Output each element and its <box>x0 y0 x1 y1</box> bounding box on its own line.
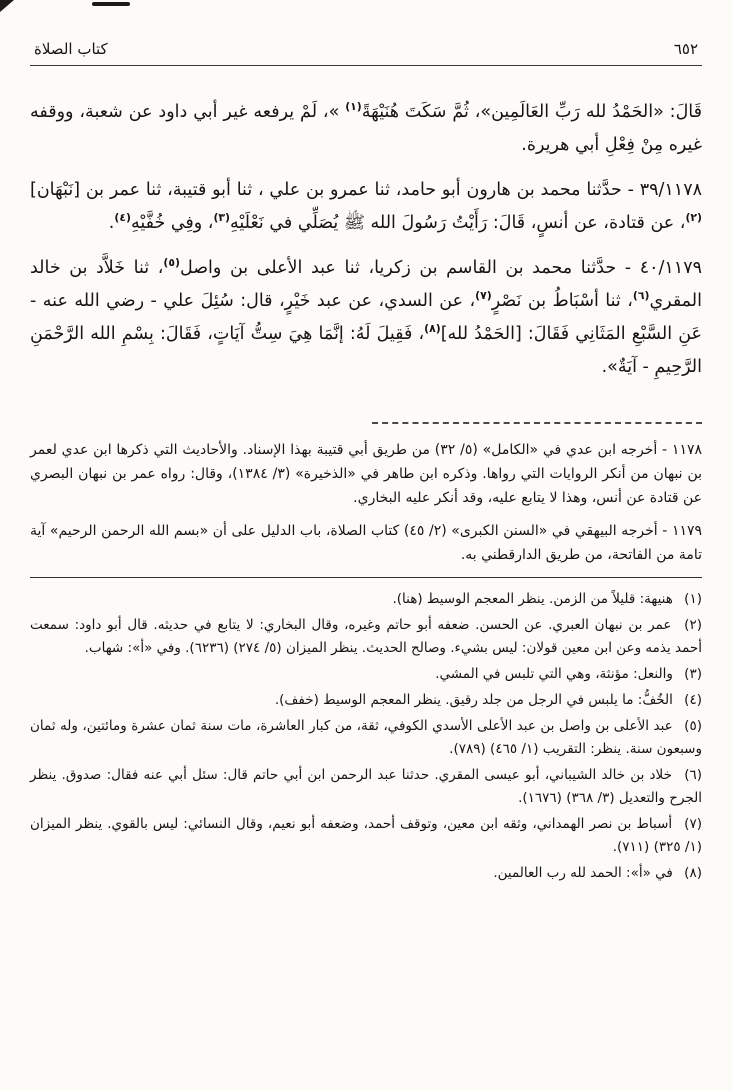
footnote-number: (٨) <box>684 865 702 881</box>
footnote-number: (٣) <box>684 666 702 682</box>
footnote-ref: (٢) <box>685 211 702 225</box>
takhrij-dashed-separator <box>372 422 702 424</box>
footnote-ref: (٦) <box>632 289 650 303</box>
scan-artifact-dash <box>92 2 130 6</box>
footnote-text: خلاد بن خالد الشيباني، أبو عيسى المقري. حدثنا عبد الرحمن ابن أبي حاتم قال: سئل أبي عنه فقال: صدوق. ينظر الجرح والتعديل (٣/ ٣٦٨) (١٦٧٦). <box>30 767 702 806</box>
footnote-text: عبد الأعلى بن واصل بن عبد الأعلى الأسدي الكوفي، ثقة، من كبار العاشرة، مات سنة ثمان عشرة ومائتين، وله ثمان وسبعون سنة. ينظر: التقريب (١/ ٤٦٥) (٧٨٩). <box>30 718 702 757</box>
hadith-paragraph: ٣٩/١١٧٨ - حدَّثنا محمد بن هارون أبو حامد، ثنا عمرو بن علي ، ثنا أبو قتيبة، ثنا عمر بن [نَبْهَان]$^{(٢)}$، عن قتادة، عن أنسٍ، قَالَ: رَأَيْتُ رَسُولَ الله ﷺ يُصَلِّي في نَعْلَيْهِ$^{(٣)}$، وفِي خُفَّيْهِ$^{(٤)}$. <box>30 180 702 233</box>
footnote-ref: (٨) <box>424 322 441 336</box>
footnote <box>30 764 702 810</box>
footnote-number: (٢) <box>684 617 702 633</box>
hadith-paragraph: قَالَ: «الحَمْدُ لله رَبِّ العَالَمِين»، ثُمَّ سَكَتَ هُنَيْهَةً$^{(١)}$ »، لَمْ يرفعه غير أبي داود عن شعبة، ووقفه غيره مِنْ فِعْلِ أبي هريرة. <box>30 100 702 155</box>
footnote-number: (١) <box>684 591 702 607</box>
matn-section <box>30 96 702 384</box>
footnote <box>30 614 702 660</box>
footnote <box>30 663 702 686</box>
running-header <box>30 40 702 65</box>
footnote-text: الخُفُّ: ما يلبس في الرجل من جلد رقيق. ينظر المعجم الوسيط (خفف). <box>274 692 673 708</box>
header-rule <box>30 65 702 66</box>
footnote-text: عمر بن نبهان العبري. عن الحسن. ضعفه أبو حاتم وغيره، وقال البخاري: لا يتابع في حديثه. قال أبو داود: سمعت أحمد يذمه وعن ابن معين قولان: ليس بشيء. وصالح الحديث. ينظر الميزان (٥/ ٢٧٤) (٦٢٣٦). وفي «أ»: شهاب. <box>30 617 702 656</box>
footnote <box>30 588 702 611</box>
page-number: ٦٥٢ <box>673 40 698 58</box>
footnote-number: (٤) <box>684 692 702 708</box>
footnote-ref: (٧) <box>475 289 492 303</box>
footnote-number: (٥) <box>684 718 702 734</box>
footnote <box>30 715 702 761</box>
takhrij-section <box>30 438 702 567</box>
takhrij-paragraph: ١١٧٨ - أخرجه ابن عدي في «الكامل» (٥/ ٣٢) من طريق أبي قتيبة بهذا الإسناد. والأحاديث التي ذكرها ابن عدي لعمر بن نبهان من أنكر الروايات التي رواها. وذكره ابن طاهر في «الذخيرة» (٣/ ١٣٨٤)، وقال: رواه عمر بن نبهان البصري عن قتادة عن أنس، وهذا لا يتابع عليه، وقد أنكر عليه البخاري. <box>30 442 702 506</box>
footnote-ref: (٣) <box>213 211 231 225</box>
footnote <box>30 813 702 859</box>
scan-artifact-corner <box>0 0 14 12</box>
footnotes-section <box>30 588 702 885</box>
footnote-number: (٧) <box>684 816 702 832</box>
footnote-text: في «أ»: الحمد لله رب العالمين. <box>493 865 673 881</box>
footnote-ref: (٤) <box>114 211 131 225</box>
footnote-number: (٦) <box>684 767 703 783</box>
footnote-text: هنيهة: قليلاً من الزمن. ينظر المعجم الوسيط (هنا). <box>392 591 673 607</box>
footnote-ref: (١) <box>345 100 362 114</box>
footnote-text: أسباط بن نصر الهمداني، وثقه ابن معين، وتوقف أحمد، وضعفه أبو نعيم، وقال النسائي: ليس بالقوي. ينظر الميزان (١/ ٣٢٥) (٧١١). <box>30 816 702 855</box>
footnote <box>30 689 702 712</box>
takhrij-paragraph: ١١٧٩ - أخرجه البيهقي في «السنن الكبرى» (٢/ ٤٥) كتاب الصلاة، باب الدليل على أن «بسم الله الرحمن الرحيم» آية تامة من الفاتحة، من طريق الدارقطني به. <box>30 523 703 563</box>
hadith-paragraph: ٤٠/١١٧٩ - حدَّثنا محمد بن القاسم بن زكريا، ثنا عبد الأعلى بن واصل$^{(٥)}$، ثنا خَلاَّد بن خالد المقري$^{(٦)}$، ثنا أسْبَاطُ بن نَصْرٍ$^{(٧)}$، عن السدي، عن عبد خَيْرٍ، قال: سُئِلَ علي - رضي الله عنه - عَنِ السَّبْعِ المَثَانِي فَقَالَ: [الحَمْدُ لله]$^{(٨)}$، فَقِيلَ لَهُ: إنَّمَا هِيَ سِتُّ آيَاتٍ، فَقَالَ: بِسْمِ الله الرَّحْمَنِ الرَّحِيمِ - آيَةٌ». <box>30 256 703 377</box>
footnote-ref: (٥) <box>163 256 180 270</box>
footnote-text: والنعل: مؤنثة، وهي التي تلبس في المشي. <box>435 666 673 682</box>
footnote-rule <box>30 577 702 578</box>
footnote <box>30 862 702 885</box>
section-title: كتاب الصلاة <box>34 40 108 58</box>
